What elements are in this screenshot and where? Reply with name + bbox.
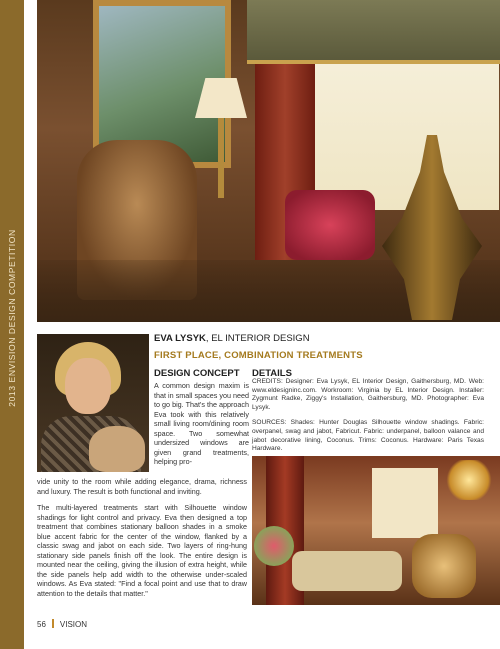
details-sources: SOURCES: Shades: Hunter Douglas Silhouette window shadings. Fabric: overpanel, swag and jabot, Fabricut. Fabric: underpanel, balloon valance and jabot decorative lining, Coconus. Trims: Coconus. Hardware: Paris Texas Hardware.	[252, 419, 484, 453]
room-photo-dining	[252, 456, 500, 605]
details-credits: CREDITS: Designer: Eva Lysyk, EL Interior Design, Gaithersburg, MD. Web: www.eldesigninc.com. Workroom: Virginia by EL Interior Design. Installer: Zygmunt Radke, Ziggy's Installation, Gaithersburg, MD. Photographer: Eva Lysyk.	[252, 378, 484, 411]
design-concept-heading: DESIGN CONCEPT	[154, 368, 240, 379]
designer-name	[154, 333, 310, 344]
spine-band	[0, 0, 24, 649]
page-footer	[37, 619, 87, 629]
design-concept-para1-end: vide unity to the room while adding elegance, drama, richness and luxury. The result is both functional and inviting.	[37, 477, 247, 496]
design-concept-para2: The multi-layered treatments start with Silhouette window shadings for light control and privacy. Eva then designed a top treatment that combines stationary balloon shades in a smoke blue accent fabric for the center of the window, flanked by a classic swag and jabot on each side. Two layers of ring-hung stationary side panels finish off the look. The entire design is mounted near the ceiling, giving the illusion of extra height, while the side panels help add width to the otherwise under-scaled windows. As Eva stated: "Find a focal point and use that to draw attention to the details that matter."	[37, 503, 247, 598]
spine-title: 2013 ENVISION DESIGN COMPETITION	[7, 229, 17, 407]
designer-name-bold: EVA LYSYK	[154, 333, 206, 344]
designer-portrait-photo	[37, 334, 149, 472]
designer-firm: , EL INTERIOR DESIGN	[205, 333, 310, 344]
details-heading: DETAILS	[252, 368, 292, 379]
footer-divider	[52, 619, 54, 628]
hero-photo-living-room	[37, 0, 500, 322]
design-concept-text-narrow: A common design maxim is that in small spaces you need to go big. That's the approach Eva took with this relatively small living room/dining room space. Two somewhat undersized windows are given grand treatments, helping pro-	[154, 381, 249, 466]
page-number: 56	[37, 620, 46, 629]
design-concept-text-wide	[37, 477, 247, 605]
details-text	[252, 378, 484, 461]
magazine-name: VISION	[59, 620, 88, 629]
award-title: FIRST PLACE, COMBINATION TREATMENTS	[154, 350, 363, 361]
